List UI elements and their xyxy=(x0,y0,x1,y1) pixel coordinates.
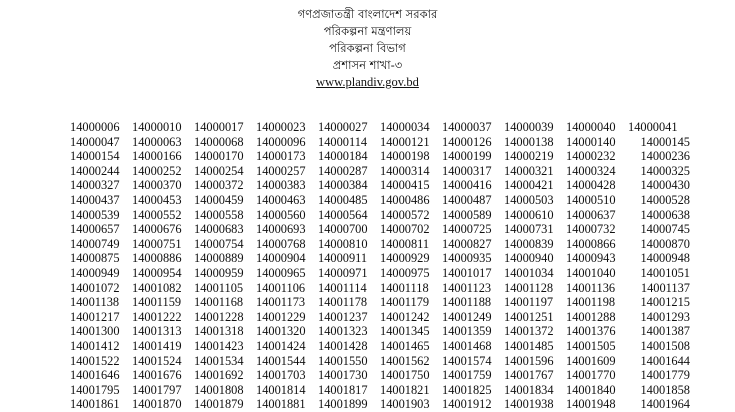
roll-number-cell: 14000683 xyxy=(194,222,244,237)
roll-number-table xyxy=(70,120,690,412)
roll-number-cell: 14000485 xyxy=(318,192,368,207)
roll-number-cell: 14001128 xyxy=(504,280,554,295)
roll-number-cell: 14001550 xyxy=(318,353,368,368)
roll-number-cell: 14001040 xyxy=(566,265,616,280)
roll-number-cell: 14000657 xyxy=(70,222,120,237)
roll-number-cell: 14001730 xyxy=(318,368,368,383)
roll-number-cell: 14000140 xyxy=(566,134,616,149)
roll-number-cell: 14000528 xyxy=(640,192,690,207)
roll-number-cell: 14001485 xyxy=(504,338,554,353)
roll-number-cell: 14001692 xyxy=(194,368,244,383)
roll-number-cell: 14001318 xyxy=(194,324,244,339)
roll-number-cell: 14001198 xyxy=(566,295,616,310)
roll-number-cell: 14001173 xyxy=(256,295,306,310)
roll-number-cell: 14000428 xyxy=(566,178,616,193)
table-row xyxy=(70,383,690,398)
roll-number-cell: 14000731 xyxy=(504,222,554,237)
roll-number-cell: 14000010 xyxy=(132,120,182,134)
roll-number-cell: 14000810 xyxy=(318,236,368,251)
roll-number-cell: 14000325 xyxy=(640,163,690,178)
roll-number-cell: 14000503 xyxy=(504,192,554,207)
roll-number-cell: 14000415 xyxy=(380,178,430,193)
roll-number-cell: 14000236 xyxy=(640,149,690,164)
roll-number-cell: 14000943 xyxy=(566,251,616,266)
roll-number-cell: 14001251 xyxy=(504,309,554,324)
roll-number-cell: 14001359 xyxy=(442,324,492,339)
roll-number-cell: 14000321 xyxy=(504,163,554,178)
roll-number-cell: 14000006 xyxy=(70,120,120,134)
roll-number-cell: 14001034 xyxy=(504,265,554,280)
roll-number-cell: 14001870 xyxy=(132,397,182,412)
roll-number-cell: 14001750 xyxy=(380,368,430,383)
roll-number-cell: 14000199 xyxy=(442,149,492,164)
section-title: প্রশাসন শাখা-৩ xyxy=(332,58,403,72)
roll-number-cell: 14000676 xyxy=(132,222,182,237)
roll-number-cell: 14000254 xyxy=(194,163,244,178)
roll-number-cell: 14000232 xyxy=(566,149,616,164)
roll-number-cell: 14001609 xyxy=(566,353,616,368)
table-row xyxy=(70,208,690,223)
roll-number-cell: 14001215 xyxy=(640,295,690,310)
table-row xyxy=(70,266,690,281)
roll-number-cell: 14000510 xyxy=(566,192,616,207)
table-row xyxy=(70,178,690,193)
roll-number-cell: 14000751 xyxy=(132,236,182,251)
roll-number-cell: 14000935 xyxy=(442,251,492,266)
roll-number-cell: 14000037 xyxy=(442,120,492,134)
roll-number-cell: 14001237 xyxy=(318,309,368,324)
roll-number-cell: 14000949 xyxy=(70,265,120,280)
roll-number-cell: 14001534 xyxy=(194,353,244,368)
roll-number-cell: 14000138 xyxy=(504,134,554,149)
roll-number-cell: 14001524 xyxy=(132,353,182,368)
roll-number-cell: 14000866 xyxy=(566,236,616,251)
roll-number-cell: 14001168 xyxy=(194,295,244,310)
roll-number-cell: 14000965 xyxy=(256,265,306,280)
roll-number-cell: 14001217 xyxy=(70,309,120,324)
roll-number-cell: 14001222 xyxy=(132,309,182,324)
roll-number-cell: 14001825 xyxy=(442,382,492,397)
table-row xyxy=(70,324,690,339)
roll-number-cell: 14000421 xyxy=(504,178,554,193)
roll-number-cell: 14000314 xyxy=(380,163,430,178)
roll-number-cell: 14001072 xyxy=(70,280,120,295)
roll-number-cell: 14001229 xyxy=(256,309,306,324)
roll-number-cell: 14001323 xyxy=(318,324,368,339)
roll-number-cell: 14001051 xyxy=(640,265,690,280)
roll-number-cell: 14001313 xyxy=(132,324,182,339)
roll-number-cell: 14001938 xyxy=(504,397,554,412)
roll-number-cell: 14000564 xyxy=(318,207,368,222)
roll-number-cell: 14001242 xyxy=(380,309,430,324)
roll-number-cell: 14000096 xyxy=(256,134,306,149)
roll-number-cell: 14001118 xyxy=(380,280,429,295)
roll-number-cell: 14000039 xyxy=(504,120,554,134)
roll-number-cell: 14000637 xyxy=(566,207,616,222)
roll-number-cell: 14000558 xyxy=(194,207,244,222)
roll-number-cell: 14001137 xyxy=(640,280,690,295)
roll-number-cell: 14000929 xyxy=(380,251,430,266)
roll-number-cell: 14000948 xyxy=(640,251,690,266)
roll-number-cell: 14001879 xyxy=(194,397,244,412)
roll-number-cell: 14001795 xyxy=(70,382,120,397)
roll-number-cell: 14001320 xyxy=(256,324,306,339)
table-row xyxy=(70,222,690,237)
roll-number-cell: 14001881 xyxy=(256,397,306,412)
roll-number-cell: 14001808 xyxy=(194,382,244,397)
roll-number-cell: 14001228 xyxy=(194,309,244,324)
roll-number-cell: 14000068 xyxy=(194,134,244,149)
roll-number-cell: 14000145 xyxy=(640,134,690,149)
table-row xyxy=(70,281,690,296)
roll-number-cell: 14000889 xyxy=(194,251,244,266)
roll-number-cell: 14000219 xyxy=(504,149,554,164)
roll-number-cell: 14001123 xyxy=(442,280,492,295)
roll-number-cell: 14001797 xyxy=(132,382,182,397)
roll-number-cell: 14000317 xyxy=(442,163,492,178)
roll-number-cell: 14000041 xyxy=(628,120,678,134)
roll-number-cell: 14000954 xyxy=(132,265,182,280)
roll-number-cell: 14001468 xyxy=(442,338,492,353)
roll-number-cell: 14001114 xyxy=(318,280,367,295)
roll-number-cell: 14000754 xyxy=(194,236,244,251)
table-row xyxy=(70,354,690,369)
roll-number-cell: 14000184 xyxy=(318,149,368,164)
roll-number-cell: 14001159 xyxy=(132,295,182,310)
roll-number-cell: 14000114 xyxy=(318,134,368,149)
roll-number-cell: 14000768 xyxy=(256,236,306,251)
roll-number-cell: 14000453 xyxy=(132,192,182,207)
roll-number-cell: 14001703 xyxy=(256,368,306,383)
government-title: গণপ্রজাতন্ত্রী বাংলাদেশ সরকার xyxy=(297,7,438,21)
roll-number-cell: 14001387 xyxy=(640,324,690,339)
roll-number-cell: 14000040 xyxy=(566,120,616,134)
roll-number-cell: 14001179 xyxy=(380,295,430,310)
roll-number-cell: 14001899 xyxy=(318,397,368,412)
roll-number-cell: 14000811 xyxy=(380,236,430,251)
roll-number-cell: 14000017 xyxy=(194,120,244,134)
roll-number-cell: 14001428 xyxy=(318,338,368,353)
roll-number-cell: 14000971 xyxy=(318,265,368,280)
roll-number-cell: 14001136 xyxy=(566,280,616,295)
roll-number-cell: 14001423 xyxy=(194,338,244,353)
roll-number-cell: 14001779 xyxy=(640,368,690,383)
division-title: পরিকল্পনা বিভাগ xyxy=(329,41,406,55)
roll-number-cell: 14000257 xyxy=(256,163,306,178)
roll-number-cell: 14001249 xyxy=(442,309,492,324)
roll-number-cell: 14000198 xyxy=(380,149,430,164)
document-header xyxy=(0,6,735,91)
roll-number-cell: 14000638 xyxy=(640,207,690,222)
roll-number-cell: 14001424 xyxy=(256,338,306,353)
roll-number-cell: 14000034 xyxy=(380,120,430,134)
roll-number-cell: 14000725 xyxy=(442,222,492,237)
roll-number-cell: 14001948 xyxy=(566,397,616,412)
roll-number-cell: 14000027 xyxy=(318,120,368,134)
roll-number-cell: 14000839 xyxy=(504,236,554,251)
table-row xyxy=(70,397,690,412)
roll-number-cell: 14000827 xyxy=(442,236,492,251)
roll-number-cell: 14001821 xyxy=(380,382,430,397)
roll-number-cell: 14000166 xyxy=(132,149,182,164)
roll-number-cell: 14000959 xyxy=(194,265,244,280)
roll-number-cell: 14001197 xyxy=(504,295,554,310)
roll-number-cell: 14001770 xyxy=(566,368,616,383)
roll-number-cell: 14000904 xyxy=(256,251,306,266)
roll-number-cell: 14000732 xyxy=(566,222,616,237)
roll-number-cell: 14000940 xyxy=(504,251,554,266)
roll-number-cell: 14001767 xyxy=(504,368,554,383)
roll-number-cell: 14001465 xyxy=(380,338,430,353)
roll-number-cell: 14000287 xyxy=(318,163,368,178)
table-row xyxy=(70,310,690,325)
roll-number-cell: 14001508 xyxy=(640,338,690,353)
roll-number-cell: 14000459 xyxy=(194,192,244,207)
table-row xyxy=(70,237,690,252)
roll-number-cell: 14000875 xyxy=(70,251,120,266)
roll-number-cell: 14000886 xyxy=(132,251,182,266)
roll-number-cell: 14001017 xyxy=(442,265,492,280)
roll-number-cell: 14000121 xyxy=(380,134,430,149)
roll-number-cell: 14001903 xyxy=(380,397,430,412)
roll-number-cell: 14000154 xyxy=(70,149,120,164)
roll-number-cell: 14001562 xyxy=(380,353,430,368)
roll-number-cell: 14000063 xyxy=(132,134,182,149)
table-row xyxy=(70,135,690,150)
roll-number-cell: 14001646 xyxy=(70,368,120,383)
roll-number-cell: 14000870 xyxy=(640,236,690,251)
roll-number-cell: 14000560 xyxy=(256,207,306,222)
roll-number-cell: 14000486 xyxy=(380,192,430,207)
roll-number-cell: 14001676 xyxy=(132,368,182,383)
roll-number-cell: 14000173 xyxy=(256,149,306,164)
roll-number-cell: 14001817 xyxy=(318,382,368,397)
roll-number-cell: 14000327 xyxy=(70,178,120,193)
roll-number-cell: 14000430 xyxy=(640,178,690,193)
table-row xyxy=(70,164,690,179)
roll-number-cell: 14000372 xyxy=(194,178,244,193)
roll-number-cell: 14000416 xyxy=(442,178,492,193)
roll-number-cell: 14001106 xyxy=(256,280,306,295)
roll-number-cell: 14000552 xyxy=(132,207,182,222)
roll-number-cell: 14000437 xyxy=(70,192,120,207)
roll-number-cell: 14001840 xyxy=(566,382,616,397)
table-row xyxy=(70,339,690,354)
roll-number-cell: 14001544 xyxy=(256,353,306,368)
table-row xyxy=(70,295,690,310)
roll-number-cell: 14001288 xyxy=(566,309,616,324)
roll-number-cell: 14001644 xyxy=(640,353,690,368)
roll-number-cell: 14001372 xyxy=(504,324,554,339)
roll-number-cell: 14000749 xyxy=(70,236,120,251)
ministry-title: পরিকল্পনা মন্ত্রণালয় xyxy=(323,24,412,38)
table-row xyxy=(70,368,690,383)
roll-number-cell: 14000539 xyxy=(70,207,120,222)
roll-number-cell: 14001912 xyxy=(442,397,492,412)
roll-number-cell: 14000383 xyxy=(256,178,306,193)
table-row xyxy=(70,120,690,135)
roll-number-cell: 14001858 xyxy=(640,382,690,397)
roll-number-cell: 14000324 xyxy=(566,163,616,178)
roll-number-cell: 14000252 xyxy=(132,163,182,178)
roll-number-cell: 14001522 xyxy=(70,353,120,368)
table-row xyxy=(70,149,690,164)
roll-number-cell: 14001419 xyxy=(132,338,182,353)
roll-number-cell: 14001574 xyxy=(442,353,492,368)
roll-number-cell: 14001814 xyxy=(256,382,306,397)
table-row xyxy=(70,193,690,208)
roll-number-cell: 14000745 xyxy=(640,222,690,237)
website-link[interactable]: www.plandiv.gov.bd xyxy=(316,75,419,89)
roll-number-cell: 14000370 xyxy=(132,178,182,193)
roll-number-cell: 14000975 xyxy=(380,265,430,280)
roll-number-cell: 14001293 xyxy=(640,309,690,324)
roll-number-cell: 14000170 xyxy=(194,149,244,164)
roll-number-cell: 14001759 xyxy=(442,368,492,383)
roll-number-cell: 14001834 xyxy=(504,382,554,397)
roll-number-cell: 14000610 xyxy=(504,207,554,222)
roll-number-cell: 14000126 xyxy=(442,134,492,149)
roll-number-cell: 14000911 xyxy=(318,251,368,266)
roll-number-cell: 14000244 xyxy=(70,163,120,178)
roll-number-cell: 14000702 xyxy=(380,222,430,237)
roll-number-cell: 14000572 xyxy=(380,207,430,222)
roll-number-cell: 14000384 xyxy=(318,178,368,193)
roll-number-cell: 14001412 xyxy=(70,338,120,353)
roll-number-cell: 14001300 xyxy=(70,324,120,339)
roll-number-cell: 14001082 xyxy=(132,280,182,295)
roll-number-cell: 14001964 xyxy=(640,397,690,412)
roll-number-cell: 14001505 xyxy=(566,338,616,353)
roll-number-cell: 14000023 xyxy=(256,120,306,134)
roll-number-cell: 14000463 xyxy=(256,192,306,207)
roll-number-cell: 14001596 xyxy=(504,353,554,368)
roll-number-cell: 14000047 xyxy=(70,134,120,149)
roll-number-cell: 14001188 xyxy=(442,295,492,310)
roll-number-cell: 14000693 xyxy=(256,222,306,237)
roll-number-cell: 14001105 xyxy=(194,280,244,295)
roll-number-cell: 14000589 xyxy=(442,207,492,222)
roll-number-cell: 14001376 xyxy=(566,324,616,339)
roll-number-cell: 14001861 xyxy=(70,397,120,412)
roll-number-cell: 14000487 xyxy=(442,192,492,207)
roll-number-cell: 14001345 xyxy=(380,324,430,339)
roll-number-cell: 14000700 xyxy=(318,222,368,237)
table-row xyxy=(70,251,690,266)
roll-number-cell: 14001138 xyxy=(70,295,120,310)
roll-number-cell: 14001178 xyxy=(318,295,368,310)
